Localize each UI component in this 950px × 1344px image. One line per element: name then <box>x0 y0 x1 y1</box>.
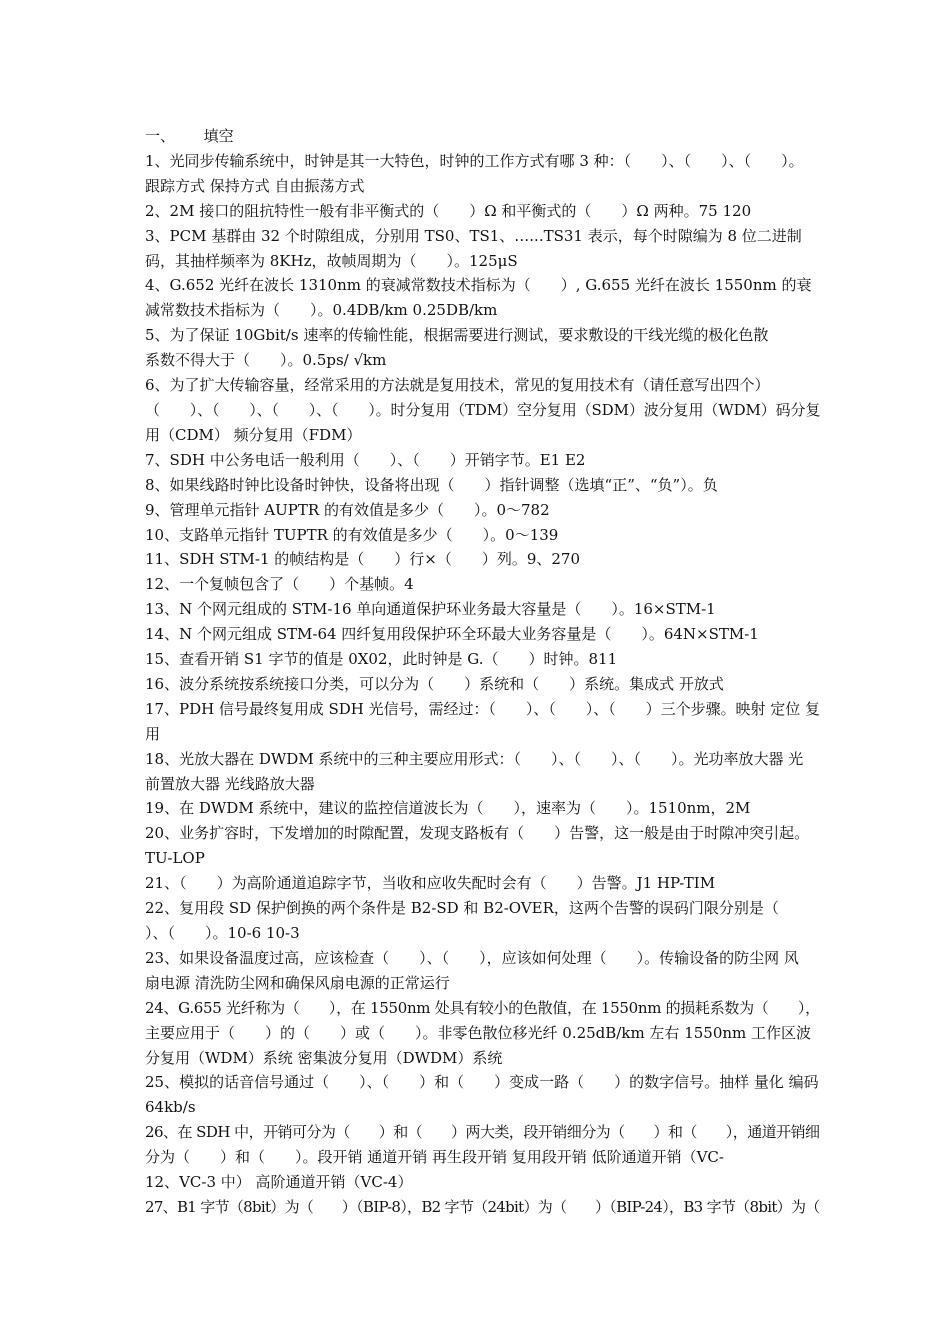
question-item <box>145 672 820 697</box>
question-line: 26、在 SDH 中，开销可分为（ ）和（ ）两大类，段开销细分为（ ）和（ ），通道开销细 <box>145 1123 820 1142</box>
question-line: 跟踪方式 保持方式 自由振荡方式 <box>145 176 365 195</box>
question-item <box>145 996 820 1071</box>
question-item <box>145 523 820 548</box>
question-item <box>145 547 820 572</box>
question-item <box>145 1195 820 1220</box>
question-item <box>145 747 820 797</box>
question-item <box>145 149 820 199</box>
question-line: 24、G.655 光纤称为（ ），在 1550nm 处具有较小的色散值，在 1550nm 的损耗系数为（ ）， <box>145 998 820 1017</box>
document-body <box>145 124 820 1220</box>
question-item <box>145 896 820 946</box>
question-line: 8、如果线路时钟比设备时钟快，设备将出现（ ）指针调整（选填“正”、“负”）。负 <box>145 475 718 494</box>
question-line: 12、一个复帧包含了（ ）个基帧。4 <box>145 575 414 594</box>
question-item <box>145 871 820 896</box>
question-line: 3、PCM 基群由 32 个时隙组成，分别用 TS0、TS1、…...TS31 表示，每个时隙编为 8 位二进制 <box>145 226 802 245</box>
question-line: （ ）、（ ）、（ ）、（ ）。时分复用（TDM）空分复用（SDM）波分复用（WDM）码分复 <box>145 400 820 419</box>
question-line: 用（CDM） 频分复用（FDM） <box>145 425 362 444</box>
question-line: 用 <box>145 724 161 743</box>
question-item <box>145 323 820 373</box>
question-line: 4、G.652 光纤在波长 1310nm 的衰减常数技术指标为（ ）, G.655 光纤在波长 1550nm 的衰 <box>145 276 812 295</box>
question-line: 9、管理单元指针 AUPTR 的有效值是多少（ ）。0～782 <box>145 500 550 519</box>
question-line: 减常数技术指标为（ ）。0.4DB/km 0.25DB/km <box>145 301 498 320</box>
question-line: 7、SDH 中公务电话一般利用（ ）、（ ）开销字节。E1 E2 <box>145 450 586 469</box>
question-line: 分复用（WDM）系统 密集波分复用（DWDM）系统 <box>145 1048 503 1067</box>
question-line: 6、为了扩大传输容量，经常采用的方法就是复用技术，常见的复用技术有（请任意写出四个） <box>145 376 770 395</box>
question-item <box>145 647 820 672</box>
question-item <box>145 796 820 821</box>
question-line: 17、PDH 信号最终复用成 SDH 光信号，需经过：（ ）、（ ）、（ ）三个步骤。映射 定位 复 <box>145 699 820 718</box>
question-line: 22、复用段 SD 保护倒换的两个条件是 B2-SD 和 B2-OVER，这两个告警的误码门限分别是（ <box>145 899 779 918</box>
question-item <box>145 1120 820 1195</box>
question-line: 23、如果设备温度过高，应该检查（ ）、（ ），应该如何处理（ ）。传输设备的防尘网 风 <box>145 948 799 967</box>
question-line: 1、光同步传输系统中，时钟是其一大特色，时钟的工作方式有哪 3 种：（ ）、（ ）、（ ）。 <box>145 151 804 170</box>
question-item <box>145 373 820 448</box>
question-item <box>145 1070 820 1120</box>
question-line: ）、（ ）。10-6 10-3 <box>145 924 300 942</box>
question-line: 5、为了保证 10Gbit/s 速率的传输性能，根据需要进行测试，要求敷设的干线光缆的极化色散 <box>145 326 769 345</box>
question-item <box>145 199 820 224</box>
question-item <box>145 473 820 498</box>
question-line: 15、查看开销 S1 字节的值是 0X02，此时钟是 G.（ ）时钟。811 <box>145 650 618 669</box>
question-line: TU-LOP <box>145 849 205 868</box>
question-line: 21、（ ）为高阶通道追踪字节，当收和应收失配时会有（ ）告警。J1 HP-TIM <box>145 874 716 893</box>
question-line: 主要应用于（ ）的（ ）或（ ）。非零色散位移光纤 0.25dB/km 左右 1550nm 工作区波 <box>145 1023 812 1042</box>
question-item <box>145 597 820 622</box>
question-line: 18、光放大器在 DWDM 系统中的三种主要应用形式：（ ）、（ ）、（ ）。光功率放大器 光 <box>145 749 804 768</box>
question-line: 20、业务扩容时，下发增加的时隙配置，发现支路板有（ ）告警，这一般是由于时隙冲突引起。 <box>145 824 810 843</box>
question-list <box>145 149 820 1220</box>
question-line: 19、在 DWDM 系统中，建议的监控信道波长为（ ），速率为（ ）。1510nm，2M <box>145 799 751 818</box>
question-line: 分为（ ）和（ ）。段开销 通道开销 再生段开销 复用段开销 低阶通道开销（VC- <box>145 1148 724 1167</box>
question-line: 14、N 个网元组成 STM-64 四纤复用段保护环全环最大业务容量是（ ）。64N×STM-1 <box>145 625 759 644</box>
question-item <box>145 697 820 747</box>
question-line: 11、SDH STM-1 的帧结构是（ ）行×（ ）列。9、270 <box>145 550 581 569</box>
question-item <box>145 498 820 523</box>
question-item <box>145 821 820 871</box>
question-line: 13、N 个网元组成的 STM-16 单向通道保护环业务最大容量是（ ）。16×STM-1 <box>145 600 716 619</box>
question-line: 16、波分系统按系统接口分类，可以分为（ ）系统和（ ）系统。集成式 开放式 <box>145 674 724 693</box>
question-item <box>145 448 820 473</box>
question-item <box>145 224 820 274</box>
section-heading: 一、 填空 <box>145 127 234 145</box>
question-line: 扇电源 清洗防尘网和确保风扇电源的正常运行 <box>145 973 450 992</box>
question-line: 25、模拟的话音信号通过（ ）、（ ）和（ ）变成一路（ ）的数字信号。抽样 量化 编码 <box>145 1073 819 1092</box>
question-line: 10、支路单元指针 TUPTR 的有效值是多少（ ）。0～139 <box>145 525 559 544</box>
question-line: 码，其抽样频率为 8KHz，故帧周期为（ ）。125μS <box>145 251 518 270</box>
question-line: 前置放大器 光线路放大器 <box>145 774 315 793</box>
question-item <box>145 622 820 647</box>
question-line: 2、2M 接口的阻抗特性一般有非平衡式的（ ）Ω 和平衡式的（ ）Ω 两种。75 120 <box>145 201 752 220</box>
question-item <box>145 946 820 996</box>
question-item <box>145 273 820 323</box>
question-line: 64kb/s <box>145 1098 196 1117</box>
question-line: 12、VC-3 中） 高阶通道开销（VC-4） <box>145 1173 413 1192</box>
question-line: 27、B1 字节（8bit）为（ ）（BIP-8），B2 字节（24bit）为（ ）（BIP-24），B3 字节（8bit）为（ <box>145 1197 820 1216</box>
question-line: 系数不得大于（ ）。0.5ps/ √km <box>145 351 387 370</box>
question-item <box>145 572 820 597</box>
